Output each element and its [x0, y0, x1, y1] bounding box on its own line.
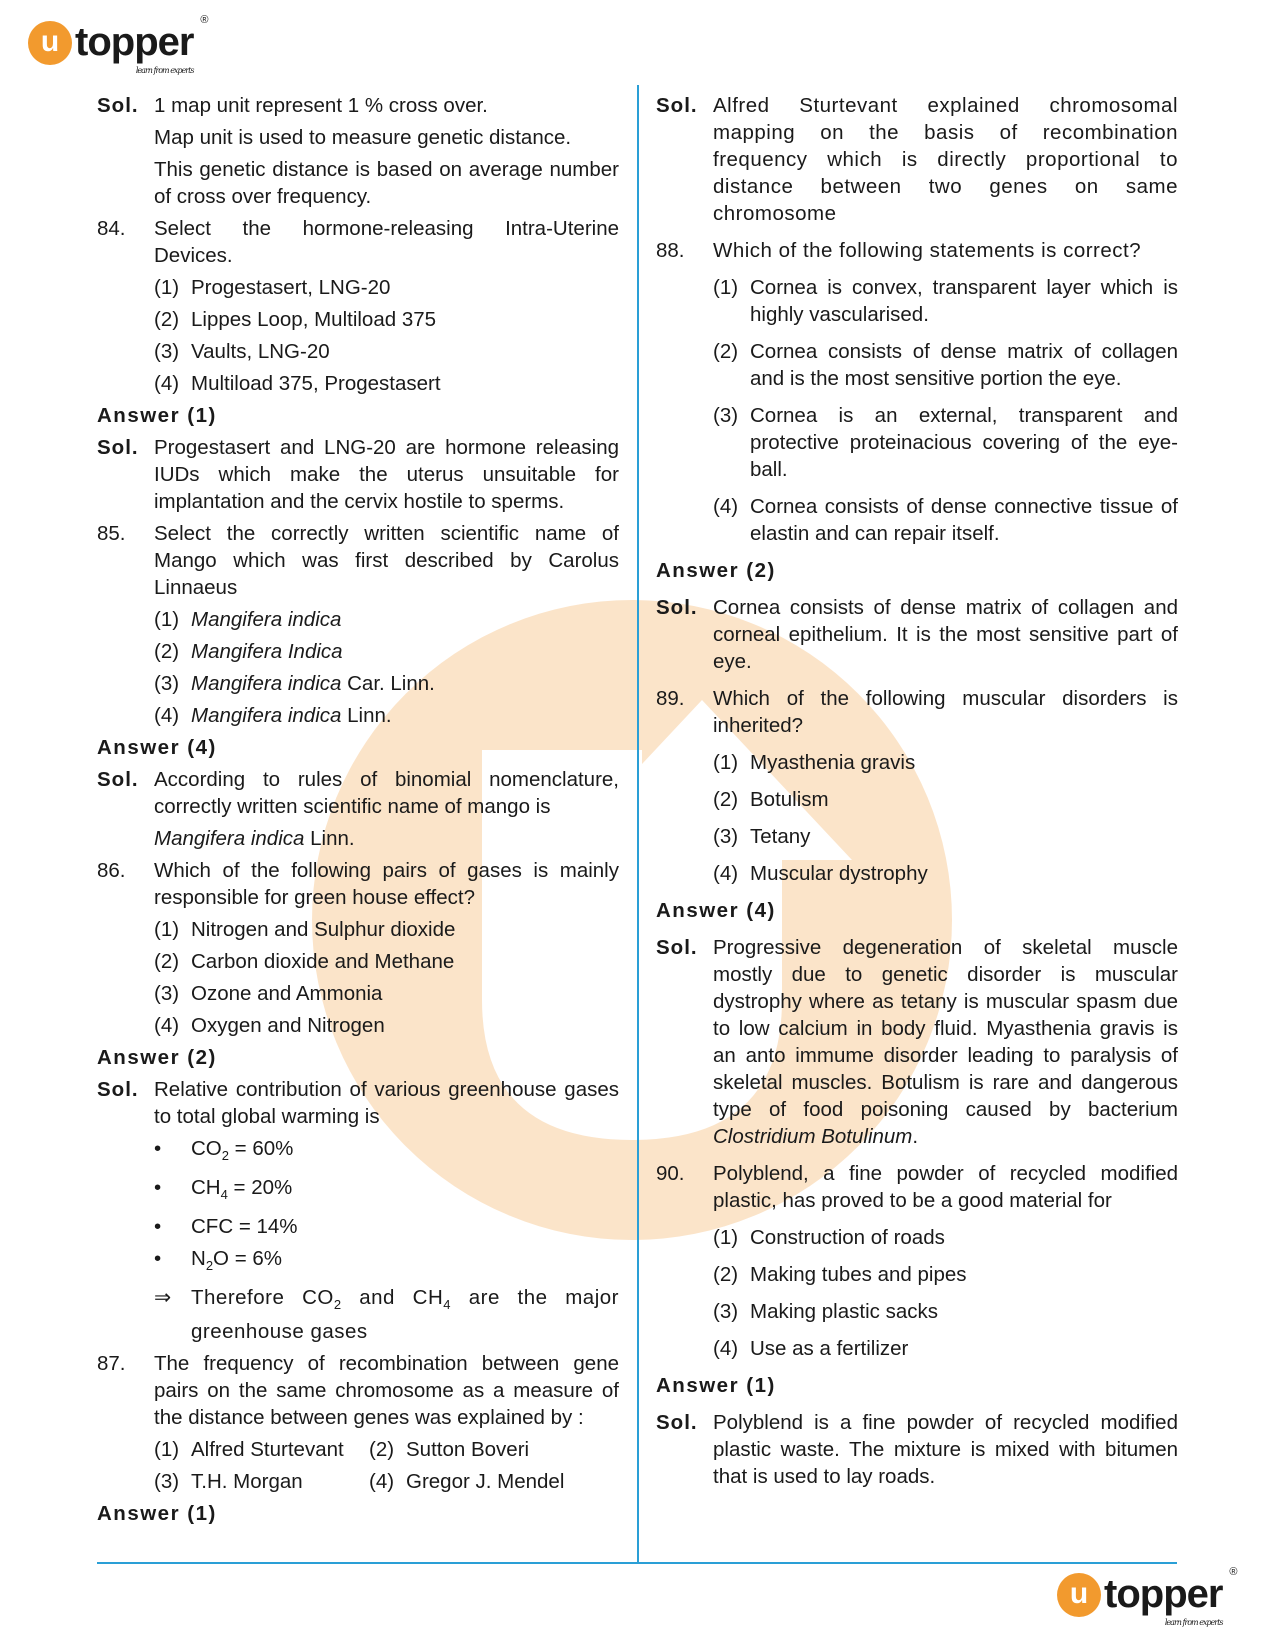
- logo-tagline: learn from experts: [1164, 1618, 1223, 1627]
- option: (4) Muscular dystrophy: [713, 862, 928, 885]
- option: (1) Mangifera indica: [154, 608, 342, 631]
- right-column: [656, 92, 1178, 1500]
- option: (4) Mangifera indica Linn.: [154, 704, 392, 727]
- bullet-icon: •: [154, 1137, 162, 1160]
- list-item: • $CH_4 = 20\%$: [154, 1174, 619, 1208]
- solution-83: Sol. 1 map unit represent 1 % cross over.: [97, 94, 488, 117]
- answer-87: Answer (1): [97, 1502, 217, 1526]
- implies-arrow-icon: ⇒: [154, 1286, 172, 1310]
- question-88: 88. Which of the following statements is correct?: [656, 239, 1142, 262]
- conclusion: ⇒ Therefore $CO_2$ and $CH_4$ are the major greenhouse gases: [154, 1286, 619, 1344]
- logo-wordmark: topper: [1104, 1572, 1223, 1616]
- left-column: Sol. 1 map unit represent 1 % cross over. Map unit is used to measure genetic distance. This genetic distance is based on average number of cross over frequency. 84. Select the hormone-releasing Intra-Uterine Devices. (1) Progestasert, LNG-20 (2) Lippes Loop, Multiload 375 (3) Vaults, LNG-20 (4) Multiload 375, Progestasert Answer (1) Sol. Progestasert and LNG-20 are hormone releasing IUDs which make the uterus unsuitable for implantation and the cervix hostile to sperms. 85. Select the correctly written scientific name of Mango which was first described by Carolus Linnaeus (1) Mangifera indica (2) Mangifera Indica (3) Mangifera indica Car. Linn. (4) Mangifera indica Linn. Answer (4) Sol. According to rules of binomial nomenclature, correctly written scientific name of mango is Mangifera indica Linn. 86. Which of the following pairs of gases is mainly responsible for green house effect? (1) Nitrogen and Sulphur dioxide (2) Carbon dioxide and Methane (3) Ozone and Ammonia (4) Oxygen and Nitrogen Answer (2) Sol. Relative contribution of various greenhouse gases to total global warming is • $CO_2 = 60\%$ • $CH_4 = 20\%$ • CFC = 14% • $N_2O = 6\%$ ⇒ Therefore $CO_2$ and $CH_4$ are the major greenhouse gases 87. The frequency of recombination between gene pairs on the same chromosome as a measure of the distance between genes was explained by : (1) Alfred Sturtevant (2) Sutton Boveri (3) T.H. Morgan (4) Gregor J. Mendel Answer (1): [97, 94, 619, 1526]
- header-logo: [28, 14, 208, 75]
- column-divider: [637, 85, 639, 1562]
- option-row: (1) Alfred Sturtevant (2) Sutton Boveri: [154, 1438, 530, 1462]
- list-item: • $N_2O = 6\%$: [154, 1245, 619, 1279]
- solution-90: Sol. Polyblend is a fine powder of recycled modified plastic waste. The mixture is mixed with bitumen that is used to lay roads.: [656, 1411, 1178, 1488]
- option: (4) Cornea consists of dense connective tissue of elastin and can repair itself.: [713, 495, 1178, 545]
- footer-rule: [97, 1562, 1177, 1564]
- answer-84: Answer (1): [97, 404, 217, 427]
- list-item: • CFC = 14%: [154, 1215, 298, 1239]
- option: (1) Myasthenia gravis: [713, 751, 916, 774]
- solution-86: Sol. Relative contribution of various greenhouse gases to total global warming is: [97, 1078, 619, 1128]
- answer-90: Answer (1): [656, 1374, 776, 1397]
- list-item: • $CO_2 = 60\%$: [154, 1135, 619, 1169]
- option: (1) Cornea is convex, transparent layer which is highly vascularised.: [713, 276, 1178, 326]
- bullet-icon: •: [154, 1247, 162, 1271]
- option: (4) Oxygen and Nitrogen: [154, 1014, 385, 1037]
- option: (1) Nitrogen and Sulphur dioxide: [154, 918, 456, 941]
- answer-86: Answer (2): [97, 1046, 217, 1069]
- solution-88: Sol. Cornea consists of dense matrix of collagen and corneal epithelium. It is the most sensitive part of eye.: [656, 596, 1178, 673]
- registered-mark: ®: [200, 14, 208, 26]
- option: (3) Cornea is an external, transparent and protective proteinacious covering of the eye-ball.: [713, 404, 1178, 481]
- option: (2) Carbon dioxide and Methane: [154, 950, 455, 973]
- solution-85: Sol. According to rules of binomial nomenclature, correctly written scientific name of mango is: [97, 768, 619, 818]
- registered-mark: ®: [1229, 1566, 1237, 1578]
- solution-87: Sol. Alfred Sturtevant explained chromosomal mapping on the basis of recombination frequency which is directly proportional to distance between two genes on same chromosome: [656, 94, 1178, 225]
- question-84: 84. Select the hormone-releasing Intra-Uterine Devices.: [97, 217, 619, 267]
- option: (3) Mangifera indica Car. Linn.: [154, 672, 435, 695]
- logo-tagline: learn from experts: [135, 66, 194, 75]
- option: (1) Construction of roads: [713, 1226, 945, 1249]
- logo-u-icon: u: [1057, 1573, 1101, 1617]
- solution-89: Sol. Progressive degeneration of skeletal muscle mostly due to genetic disorder is muscular dystrophy where as tetany is muscular spasm due to low calcium in body fluid. Myasthenia gravis is an anto immume disorder leading to paralysis of skeletal muscles. Botulism is rare and dangerous type of food poisoning caused by bacterium Clostridium Botulinum.: [656, 936, 1178, 1148]
- option: (2) Making tubes and pipes: [713, 1263, 967, 1286]
- logo-wordmark: topper: [75, 20, 194, 64]
- answer-85: Answer (4): [97, 736, 217, 759]
- option: (2) Botulism: [713, 788, 829, 811]
- question-87: 87. The frequency of recombination between gene pairs on the same chromosome as a measure of the distance between genes was explained by :: [97, 1352, 619, 1430]
- question-90: 90. Polyblend, a fine powder of recycled modified plastic, has proved to be a good material for: [656, 1162, 1178, 1212]
- logo-u-icon: u: [28, 21, 72, 65]
- option: (3) Vaults, LNG-20: [154, 340, 330, 363]
- option: (2) Mangifera Indica: [154, 640, 343, 663]
- solution-84: Sol. Progestasert and LNG-20 are hormone releasing IUDs which make the uterus unsuitable for implantation and the cervix hostile to sperms.: [97, 436, 619, 513]
- bullet-icon: •: [154, 1215, 162, 1239]
- option: (3) Ozone and Ammonia: [154, 982, 383, 1005]
- option: (1) Progestasert, LNG-20: [154, 276, 391, 299]
- footer-logo: [1057, 1566, 1237, 1627]
- question-89: 89. Which of the following muscular disorders is inherited?: [656, 687, 1178, 737]
- option: (3) Making plastic sacks: [713, 1300, 938, 1323]
- answer-88: Answer (2): [656, 559, 776, 582]
- option: (3) Tetany: [713, 825, 811, 848]
- option: (2) Cornea consists of dense matrix of collagen and is the most sensitive portion the eye.: [713, 340, 1178, 390]
- option: (4) Multiload 375, Progestasert: [154, 372, 441, 395]
- question-85: 85. Select the correctly written scientific name of Mango which was first described by Carolus Linnaeus: [97, 522, 619, 599]
- question-86: 86. Which of the following pairs of gases is mainly responsible for green house effect?: [97, 859, 619, 909]
- option: (4) Use as a fertilizer: [713, 1337, 909, 1360]
- option-row: (3) T.H. Morgan (4) Gregor J. Mendel: [154, 1470, 565, 1494]
- answer-89: Answer (4): [656, 899, 776, 922]
- bullet-icon: •: [154, 1176, 162, 1200]
- option: (2) Lippes Loop, Multiload 375: [154, 308, 437, 331]
